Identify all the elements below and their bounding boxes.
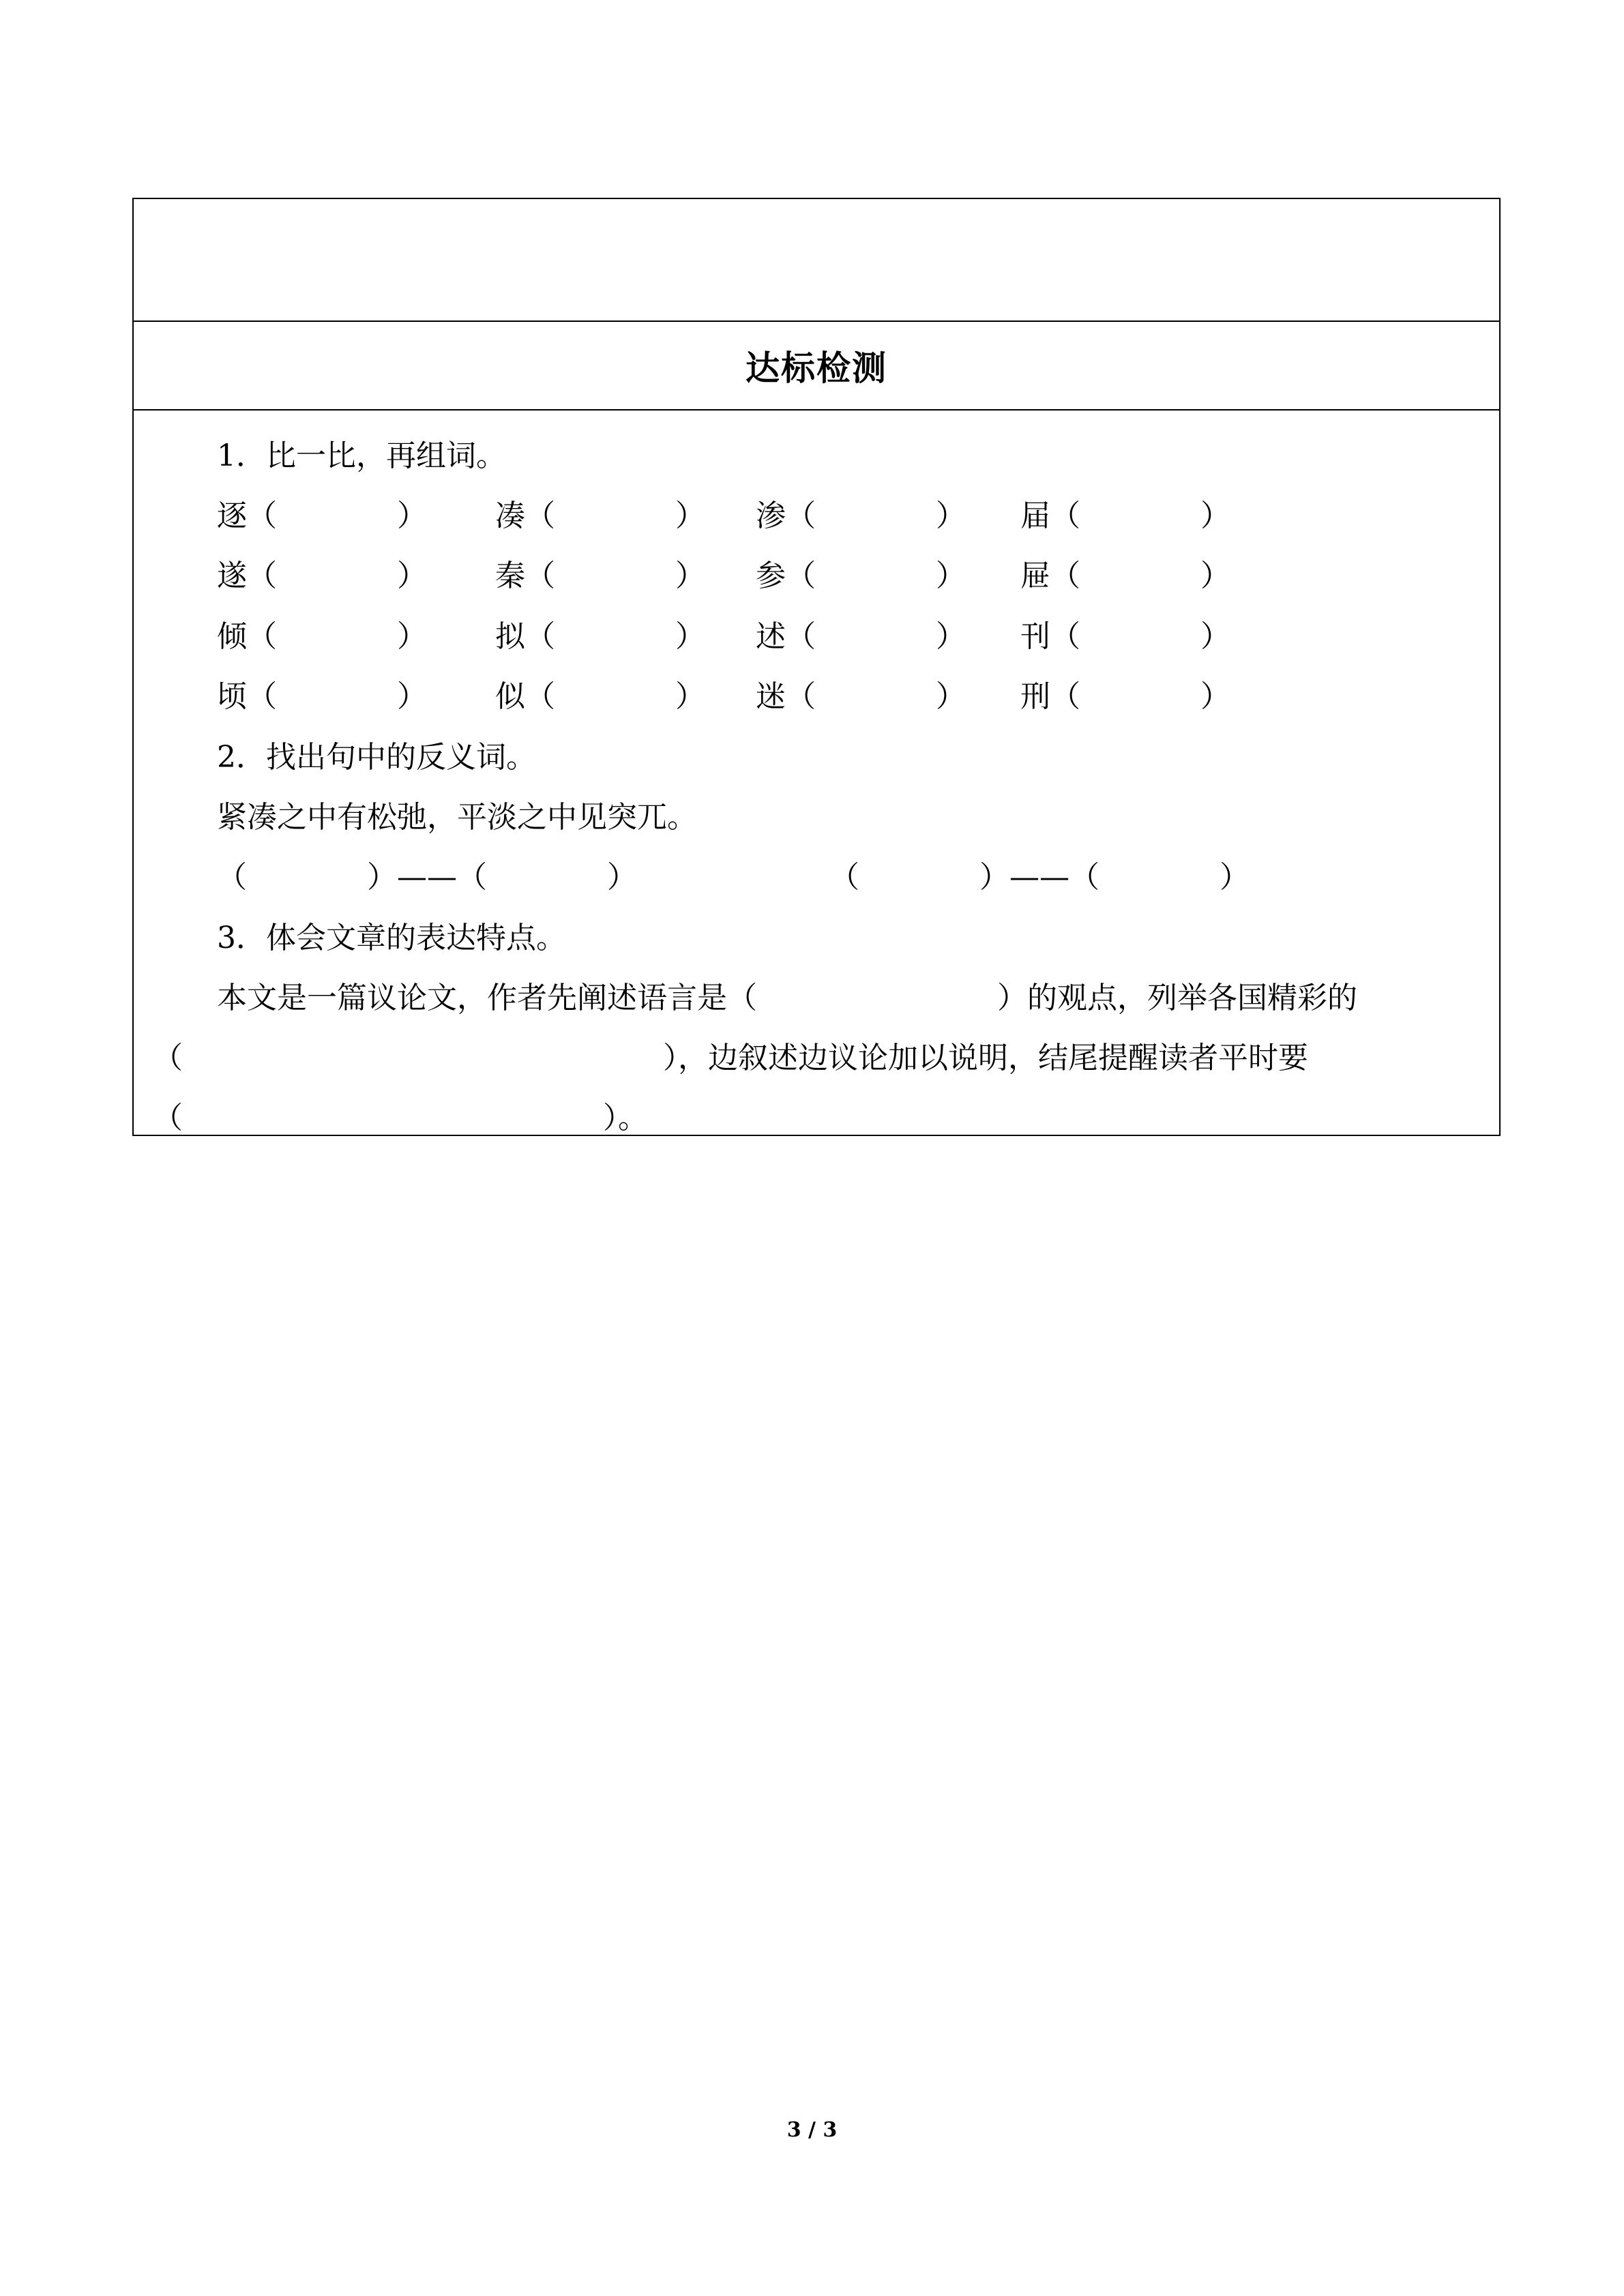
q3-line: （ ），边叙述边议论加以说明，结尾提醒读者平时要 (153, 1041, 1308, 1075)
q2-blank-pair: （ ）——（ ） (829, 860, 1250, 895)
q1-cell: 凑（ ） (495, 498, 705, 533)
q3-line: （ ）。 (153, 1101, 648, 1135)
q1-cell: 渗（ ） (756, 498, 966, 533)
q1-cell: 刑（ ） (1020, 679, 1230, 714)
blank-row (134, 199, 1499, 322)
q1-cell: 倾（ ） (217, 619, 427, 654)
q1-cell: 似（ ） (495, 679, 705, 714)
section-title: 达标检测 (745, 348, 887, 388)
exercise-body (134, 411, 1499, 1135)
q1-cell: 遂（ ） (217, 558, 427, 593)
q2-heading: 2．找出句中的反义词。 (217, 740, 536, 775)
q1-cell: 逐（ ） (217, 498, 427, 533)
q1-cell: 秦（ ） (495, 558, 705, 593)
q1-cell: 述（ ） (756, 619, 966, 654)
section-header (134, 322, 1499, 411)
worksheet-table (132, 198, 1501, 1136)
q1-cell: 屉（ ） (1020, 558, 1230, 593)
q1-cell: 顷（ ） (217, 679, 427, 714)
q1-cell: 迷（ ） (756, 679, 966, 714)
page-number: 3 / 3 (786, 2118, 838, 2142)
q1-heading: 1．比一比，再组词。 (217, 438, 506, 473)
q1-cell: 刊（ ） (1020, 619, 1230, 654)
q2-blank-pair: （ ）——（ ） (217, 860, 637, 895)
q2-sentence: 紧凑之中有松弛，平淡之中见突兀。 (217, 800, 697, 835)
q1-cell: 届（ ） (1020, 498, 1230, 533)
q1-cell: 参（ ） (756, 558, 966, 593)
q3-line: 本文是一篇议论文，作者先阐述语言是（ ）的观点，列举各国精彩的 (217, 981, 1357, 1015)
q3-heading: 3．体会文章的表达特点。 (217, 921, 566, 955)
q1-cell: 拟（ ） (495, 619, 705, 654)
